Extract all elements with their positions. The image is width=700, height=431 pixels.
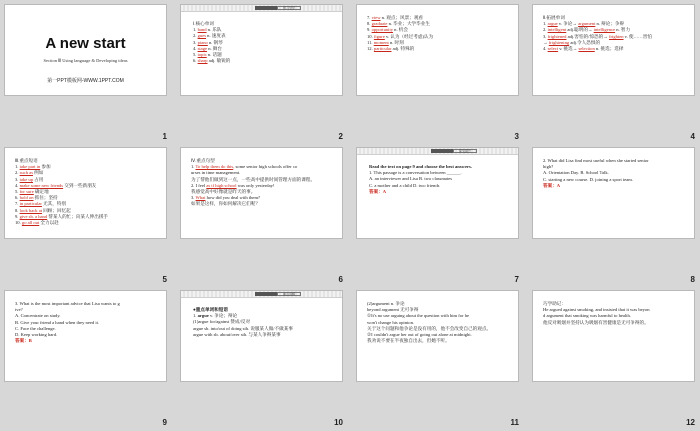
slide-header-strip: [357, 148, 518, 155]
text-line: [543, 46, 686, 52]
answer-blank: such as: [19, 170, 33, 176]
slide-thumbnail-6[interactable]: [180, 147, 343, 239]
text-segment: Ⅳ.重点句型: [191, 158, 215, 163]
slide-number: 9: [162, 418, 167, 427]
text-segment: beyond argument 无可争辩: [367, 307, 419, 313]
answer-blank: as if high school: [206, 182, 237, 188]
slide-thumbnail-10[interactable]: [180, 290, 343, 382]
answer-blank: select: [547, 46, 559, 52]
text-segment: 6.: [193, 58, 198, 64]
text-segment: 2. What did Lisa find most useful when she started senior: [543, 158, 649, 163]
text-segment: 2. I feel: [191, 182, 207, 188]
text-segment: n. 辩论；争辩: [595, 21, 625, 27]
text-segment: 1.: [15, 164, 20, 170]
answer-blank: make some new friends: [19, 182, 64, 188]
slide-number: 4: [690, 132, 695, 141]
text-line: [15, 338, 158, 344]
text-segment: 10.: [367, 33, 374, 39]
answer-blank: To help them do this: [195, 164, 234, 170]
text-segment: Read the text on page 9 and choose the best answers.: [369, 164, 472, 169]
text-line: [369, 189, 510, 195]
text-segment: v. 使……害怕: [623, 33, 652, 39]
text-line: [367, 338, 510, 344]
text-line: [543, 183, 686, 189]
section-tag: 预习导学: [277, 6, 301, 10]
answer-blank: frightening: [548, 39, 570, 45]
text-segment: (2)argument n. 争论: [367, 301, 405, 306]
text-segment: 12.: [367, 46, 374, 52]
answer-blank: hold on: [19, 195, 34, 201]
text-segment: 9.: [367, 27, 372, 33]
slide-thumbnail-8[interactable]: [532, 147, 695, 239]
slide-number: 8: [690, 275, 695, 284]
answer-blank: gues: [197, 33, 207, 39]
answer-text: 答案：A: [369, 188, 387, 194]
text-segment: 回顾；回忆起: [42, 207, 71, 213]
answer-blank: sharp: [197, 58, 208, 64]
text-segment: 确定地: [33, 189, 49, 195]
answer-blank: What: [195, 195, 206, 201]
text-segment: ②I couldn't argue her out of going out alone at midnight.: [367, 332, 472, 338]
text-segment: 3.: [15, 176, 20, 182]
text-segment: ive?: [15, 307, 23, 313]
slide-content: [367, 15, 510, 52]
slide-content: [193, 307, 334, 338]
answer-blank: topic: [197, 52, 207, 58]
slide-number: 3: [514, 132, 519, 141]
answer-blank: frighten: [608, 33, 624, 39]
text-segment: 我劝说不要在半夜独自出去，但她不听。: [367, 338, 450, 344]
answer-blank: argument: [578, 21, 596, 27]
text-line: [543, 320, 686, 326]
slide-thumbnail-11[interactable]: [356, 290, 519, 382]
text-line: [367, 46, 510, 52]
slide-content: [193, 21, 334, 64]
text-segment: n. 挑选；选择: [594, 46, 624, 52]
answer-blank: band: [197, 27, 207, 33]
text-segment: v. 挑选→: [558, 46, 579, 52]
text-line: [193, 58, 334, 64]
text-segment: v. 争论→: [557, 21, 579, 27]
slide-content: [191, 158, 334, 208]
site-name: 第一PPT模板网-WWW.1PPT.COM: [47, 78, 124, 84]
text-segment: 9.: [15, 213, 20, 219]
text-segment: Ⅱ.拓展单词: [543, 15, 565, 20]
answer-blank: take part in: [19, 164, 41, 170]
text-segment: adj.聪明的→: [566, 27, 594, 33]
slide-content: [369, 164, 510, 195]
text-segment: Ⅰ.核心单词: [193, 21, 214, 26]
answer-blank: for sure: [19, 189, 34, 195]
text-segment: argue with sb. about/over sth. 与某人争辩某事: [193, 331, 281, 337]
answer-blank: in particular: [19, 201, 42, 207]
text-segment: adj.害怕的/惊恐的→: [566, 33, 609, 39]
text-segment: 8.: [15, 207, 20, 213]
text-segment: n. 毕业；大学毕业生: [387, 21, 430, 27]
text-segment: 抓住；坚持: [33, 195, 58, 201]
slide-content: [543, 158, 686, 189]
text-segment: 帮某人的忙；向某人伸出援手: [47, 213, 109, 219]
answer-text: 答案：B: [15, 338, 32, 344]
text-segment: n. 观点；风景；观看: [380, 15, 424, 20]
text-segment: C. starting a new course. D. joining a sport team.: [543, 176, 633, 182]
answer-blank: graduate: [371, 21, 388, 27]
text-segment: 1.: [193, 27, 198, 33]
answer-blank: give sb. a hand: [19, 213, 48, 219]
slide-number: 1: [162, 132, 167, 141]
text-segment: Ⅲ.重点短语: [15, 158, 38, 163]
slide-number: 12: [686, 418, 695, 427]
text-line: [193, 332, 334, 338]
slide-title: A new start: [45, 35, 126, 52]
slide-number: 11: [510, 418, 519, 427]
slide-content: [543, 301, 686, 326]
slide-number: 6: [338, 275, 343, 284]
header-bar: [431, 149, 453, 153]
slide-content: [15, 158, 158, 226]
answer-blank: opportunity: [371, 27, 394, 33]
text-segment: 4.: [193, 45, 198, 51]
answer-blank: stage: [197, 45, 208, 51]
answer-blank: view: [371, 15, 381, 20]
text-segment: 尤其，特别: [41, 201, 67, 207]
text-segment: urses in time management.: [191, 170, 241, 176]
text-segment: adj. 敏锐的: [207, 58, 231, 64]
text-segment: was only yesterday!: [236, 182, 275, 188]
text-segment: argue: [197, 313, 209, 319]
text-segment: 3.: [191, 195, 196, 201]
answer-blank: selection: [578, 46, 595, 52]
answer-blank: frightened: [547, 33, 567, 39]
text-segment: 例如: [33, 170, 44, 176]
text-segment: v. 认为（经过考虑)认为: [384, 33, 434, 39]
text-segment: D. Keep working hard.: [15, 332, 58, 338]
text-segment: 7.: [15, 201, 20, 207]
answer-blank: intelligence: [593, 27, 616, 33]
text-segment: 11.: [367, 39, 374, 45]
answer-blank: look back at: [19, 207, 43, 213]
slide-number: 10: [334, 418, 343, 427]
text-segment: 5.: [15, 189, 20, 195]
slide-subtitle: Section Ⅲ Using language & Developing ideas: [43, 58, 128, 63]
text-segment: n. 舞台: [207, 45, 222, 51]
text-segment: n. 话题: [206, 52, 222, 58]
text-segment: 2.: [15, 170, 20, 176]
text-segment: C. Face the challenge.: [15, 325, 56, 331]
text-segment: argue sb. into/out of doing sth. 说服某人做/不做某事: [193, 325, 293, 331]
slide-header-strip: [181, 291, 342, 298]
text-segment: how did you deal with them?: [205, 195, 261, 201]
text-segment: 5.: [193, 52, 198, 58]
text-segment: 如果是这样，你如何解决它们呢？: [191, 201, 260, 207]
slide-thumbnail-12[interactable]: [532, 290, 695, 382]
text-segment: (1)argue for/against 赞成/反对: [193, 319, 251, 325]
text-segment: 2.: [543, 27, 548, 33]
slide-content: [15, 301, 158, 344]
text-segment: 关于这个问题和他争论是没有用的，他不会改变自己的观点。: [367, 325, 492, 331]
slide-content: [543, 15, 686, 52]
slide-thumbnail-4[interactable]: [532, 4, 695, 96]
text-segment: 1. This passage is a conversation between ______.: [369, 170, 462, 176]
answer-blank: argue: [547, 21, 558, 27]
slide-header-strip: [181, 5, 342, 12]
text-segment: A. an interviewer and Lisa B. two classmates: [369, 176, 453, 182]
text-segment: n. 乐队: [206, 27, 222, 33]
text-line: [191, 201, 334, 207]
text-segment: 1.: [191, 164, 196, 170]
slide-thumbnail-5[interactable]: [4, 147, 167, 239]
slide-thumbnail-3[interactable]: [356, 4, 519, 96]
text-segment: d argument that smoking was harmful to health.: [543, 313, 631, 319]
text-segment: 1.: [193, 313, 198, 319]
text-segment: C. a mother and a child D. two friends: [369, 182, 440, 188]
text-segment: , some senior high schools offer co: [233, 164, 298, 170]
header-bar: [255, 292, 277, 296]
section-tag: 重点讲解: [277, 292, 301, 296]
text-line: [15, 220, 158, 226]
text-segment: v. 争论；辩论: [208, 313, 238, 319]
answer-blank: particular: [373, 46, 392, 52]
slide-thumbnail-1[interactable]: [4, 4, 167, 96]
answer-blank: figure: [373, 33, 385, 39]
text-segment: n. 速度表: [206, 33, 226, 39]
text-segment: 7.: [367, 15, 372, 20]
text-segment: A. Concentrate on study.: [15, 313, 61, 319]
text-segment: 1.: [543, 21, 548, 27]
text-segment: 为了帮他们做到这一点，一些高中提供时间管理方面的课程。: [191, 176, 316, 182]
text-segment: 占用: [33, 176, 44, 182]
text-segment: 3. What is the most important advice that Lisa wants to g: [15, 301, 120, 306]
text-segment: 10.: [15, 220, 22, 226]
text-segment: →: [543, 39, 549, 45]
text-segment: adj.令人恐惧的: [569, 39, 601, 45]
answer-blank: moment: [373, 39, 389, 45]
text-segment: high?: [543, 164, 554, 170]
text-segment: 4.: [543, 46, 548, 52]
slide-content: [367, 301, 510, 344]
text-segment: A. Orientation Day. B. School Talk.: [543, 170, 609, 176]
section-tag: 探究提升: [453, 149, 477, 153]
slide-thumbnail-2[interactable]: [180, 4, 343, 96]
text-segment: n. 钢琴: [207, 39, 223, 45]
slide-thumbnail-9[interactable]: [4, 290, 167, 382]
text-segment: 巧学助记：: [543, 301, 566, 306]
header-bar: [255, 6, 277, 10]
answer-blank: piano: [197, 39, 208, 45]
text-segment: 8.: [367, 21, 372, 27]
answer-blank: take up: [19, 176, 33, 182]
text-segment: 交到一些新朋友: [63, 182, 97, 188]
answer-text: 答案：A: [543, 182, 561, 188]
slide-number: 2: [338, 132, 343, 141]
answer-blank: go all out: [21, 220, 40, 226]
text-segment: n. 智力: [615, 27, 631, 33]
text-segment: 全力以赴: [39, 220, 59, 226]
text-segment: ●重点单词和短语: [193, 307, 228, 312]
text-segment: 3.: [543, 33, 548, 39]
text-segment: n. 时刻: [388, 39, 404, 45]
text-segment: n. 机会: [393, 27, 408, 33]
text-segment: 4.: [15, 182, 20, 188]
text-segment: 他反对吸烟并坚持认为吸烟有害健康是无可争辩的。: [543, 319, 649, 325]
text-segment: 2.: [193, 33, 198, 39]
text-segment: ①It's no use arguing about the question with him for he: [367, 313, 470, 319]
text-segment: 参加: [40, 164, 51, 170]
slide-number: 7: [514, 275, 519, 284]
text-segment: 6.: [15, 195, 20, 201]
text-segment: won't change his opinion.: [367, 319, 415, 325]
text-segment: He argued against smoking, and insisted that it was beyon: [543, 307, 650, 313]
text-segment: 我感觉高中好像就是昨天的事。: [191, 189, 256, 195]
text-segment: 3.: [193, 39, 198, 45]
slide-number: 5: [162, 275, 167, 284]
answer-blank: intelligent: [547, 27, 567, 33]
text-segment: adj. 特殊的: [391, 46, 415, 52]
text-segment: B. Give your friend a hand when they need it.: [15, 319, 100, 325]
slide-thumbnail-7[interactable]: [356, 147, 519, 239]
